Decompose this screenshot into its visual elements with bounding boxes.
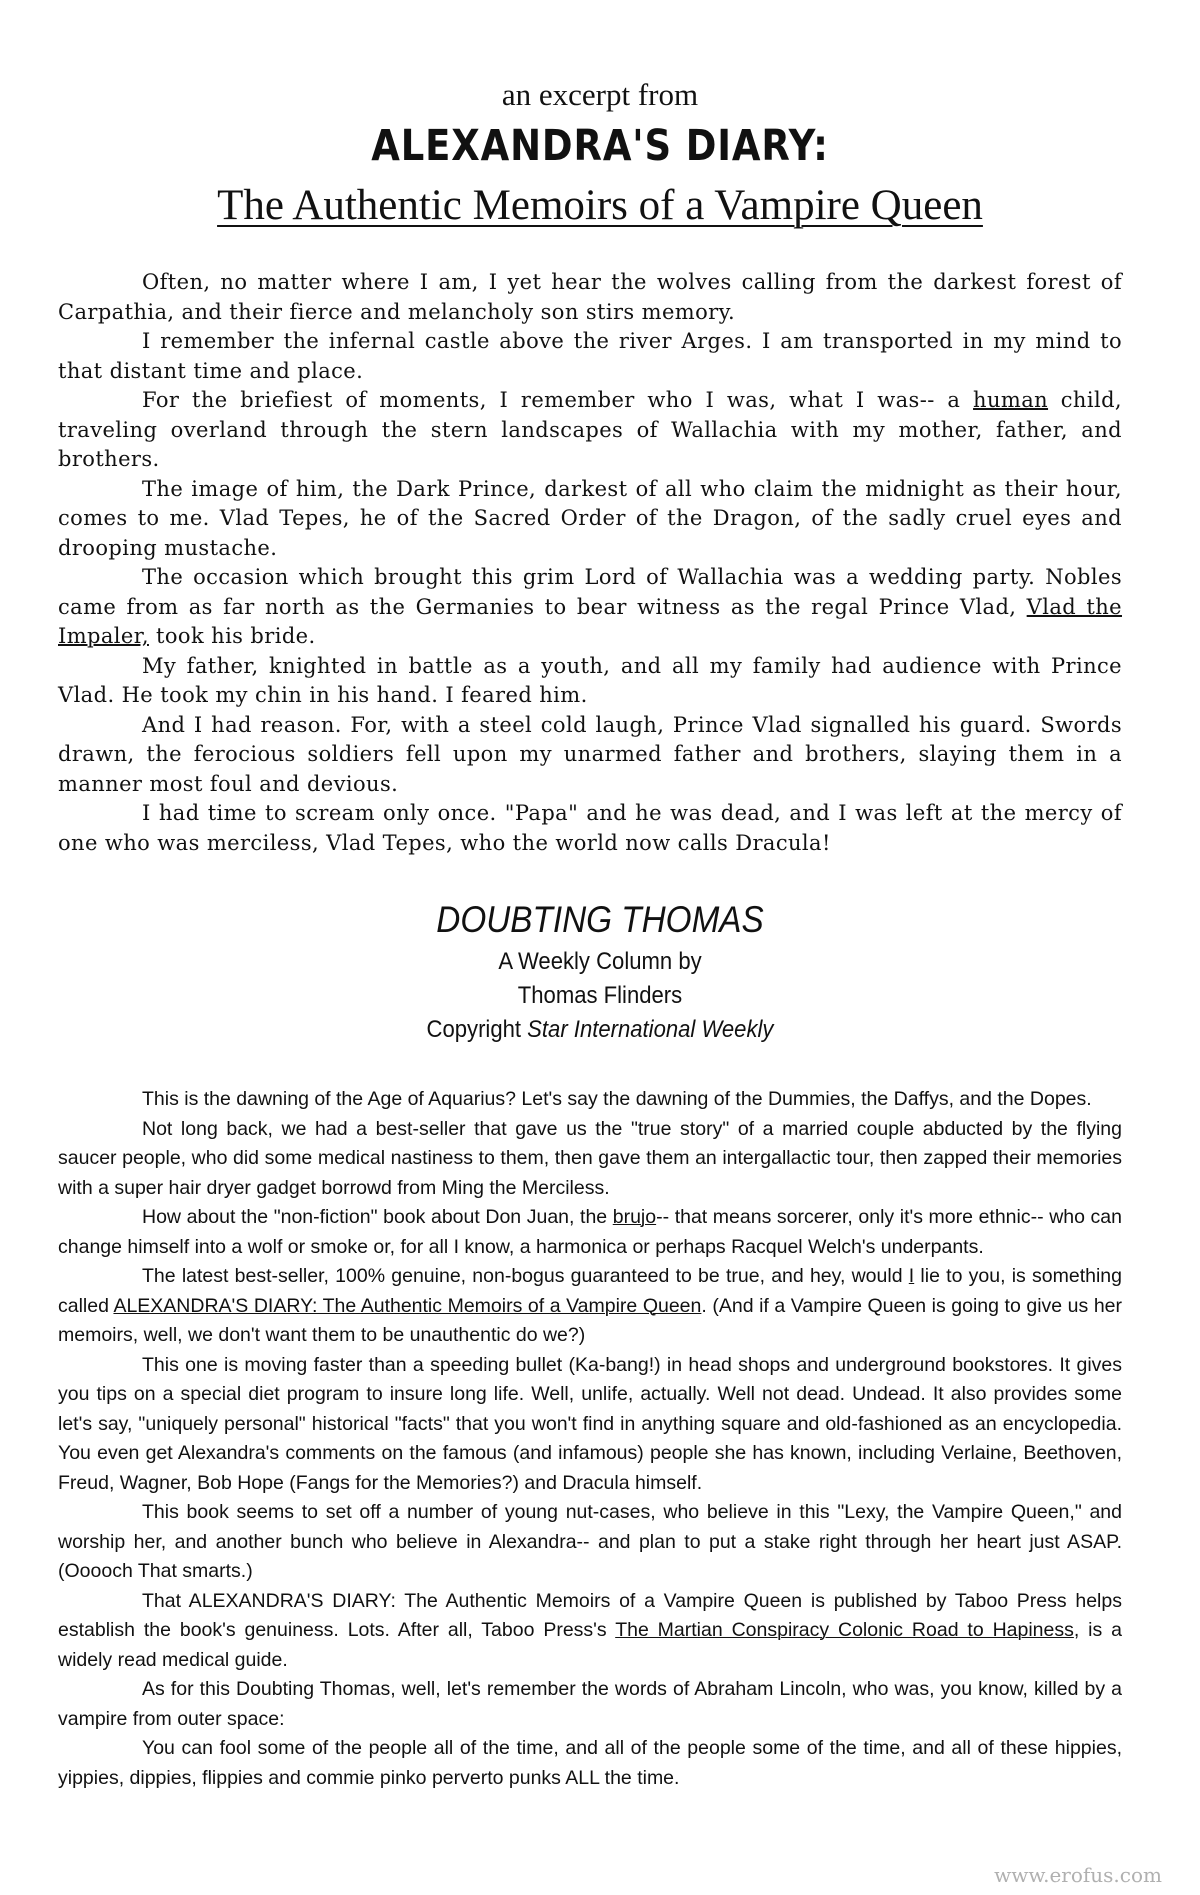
column-paragraph <box>58 1262 1122 1351</box>
column-paragraph: This book seems to set off a number of young nut-cases, who believe in this "Lexy, the Vampire Queen," and worship her, and another bunch who believe in Alexandra-- and plan to put a stake right through her heart just ASAP. (Ooooch That smarts.) <box>58 1501 1122 1582</box>
column-text: -- that means sorcerer, only it's more ethnic-- who can change himself into a wolf or smoke or, for all I know, a harmonica or perhaps Racquel Welch's underpants. <box>58 1206 1122 1258</box>
column-title: DOUBTING THOMAS <box>436 899 764 940</box>
diary-paragraph <box>58 386 1122 475</box>
column-paragraph <box>58 1587 1122 1676</box>
diary-text: took his bride. <box>148 624 316 648</box>
column-underlined-text: I <box>908 1265 915 1287</box>
column-text: , is a widely read medical guide. <box>58 1619 1122 1671</box>
column-paragraph: This is the dawning of the Age of Aquarius? Let's say the dawning of the Dummies, the Daffys, and the Dopes. <box>142 1088 1092 1110</box>
diary-paragraph: I remember the infernal castle above the river Arges. I am transported in my mind to that distant time and place. <box>58 329 1122 383</box>
excerpt-header <box>0 75 1200 233</box>
diary-text: The occasion which brought this grim Lord of Wallachia was a wedding party. Nobles came from as far north as the Germanies to bear witness as the regal Prince Vlad, <box>58 565 1122 619</box>
column-paragraph: Not long back, we had a best-seller that gave us the "true story" of a married couple abducted by the flying saucer people, who did some medical nastiness to them, then gave them an intergallactic tour, then zapped their memories with a super hair dryer gadget borrowd from Ming the Merciless. <box>58 1117 1122 1199</box>
column-text: That ALEXANDRA'S DIARY: The Authentic Memoirs of a Vampire Queen is published by Taboo Press helps establish the book's genuiness. Lots. After all, Taboo Press's <box>58 1589 1122 1641</box>
diary-paragraph: And I had reason. For, with a steel cold laugh, Prince Vlad signalled his guard. Swords drawn, the ferocious soldiers fell upon my unarmed father and brothers, slaying them in a manner most foul and devious. <box>58 712 1122 796</box>
diary-underlined-text: human <box>973 388 1049 412</box>
column-text: The latest best-seller, 100% genuine, non-bogus guaranteed to be true, and hey, would <box>142 1265 909 1287</box>
copyright-label: Copyright <box>426 1016 522 1043</box>
column-byline: A Weekly Column by <box>498 948 702 975</box>
column-header <box>0 895 1200 1047</box>
diary-paragraph <box>58 563 1122 652</box>
column-underlined-text: brujo <box>612 1206 657 1228</box>
column-paragraph: As for this Doubting Thomas, well, let's remember the words of Abraham Lincoln, who was, you know, killed by a vampire from outer space: <box>58 1678 1122 1730</box>
column-text: . (And if a Vampire Queen is going to give us her memoirs, well, we don't want them to be unauthentic do we?) <box>58 1294 1123 1346</box>
column-paragraph: This one is moving faster than a speeding bullet (Ka-bang!) in head shops and underground bookstores. It gives you tips on a special diet program to insure long life. Well, unlife, actually. Well not dead. Undead. It also provides some let's say, "uniquely personal" historical "facts" that you won't find in anything square and old-fashioned as an encyclopedia. You even get Alexandra's comments on the famous (and infamous) people she has known, including Verlaine, Beethoven, Freud, Wagner, Bob Hope (Fangs for the Memories?) and Dracula himself. <box>58 1353 1122 1494</box>
watermark: www.erofus.com <box>994 1863 1162 1887</box>
diary-paragraph: My father, knighted in battle as a youth, and all my family had audience with Prince Vlad. He took my chin in his hand. I feared him. <box>58 653 1122 707</box>
diary-paragraph: Often, no matter where I am, I yet hear the wolves calling from the darkest forest of Carpathia, and their fierce and melancholy son stirs memory. <box>58 270 1122 324</box>
diary-excerpt <box>58 268 1122 858</box>
column-text: How about the "non-fiction" book about Don Juan, the <box>142 1206 613 1228</box>
column-text: lie to you, is something called <box>58 1265 1122 1317</box>
column-author: Thomas Flinders <box>517 982 683 1009</box>
column-paragraph: You can fool some of the people all of the time, and all of the people some of the time, and all of these hippies, yippies, dippies, flippies and commie pinko perverto punks ALL the time. <box>58 1737 1122 1789</box>
column-body <box>58 1085 1122 1793</box>
copyright-publication: Star International Weekly <box>527 1016 774 1043</box>
column-underlined-text: ALEXANDRA'S DIARY: The Authentic Memoirs of a Vampire Queen <box>113 1294 702 1317</box>
diary-paragraph: I had time to scream only once. "Papa" and he was dead, and I was left at the mercy of one who was merciless, Vlad Tepes, who the world now calls Dracula! <box>58 801 1122 855</box>
column-copyright <box>48 1013 1152 1047</box>
column-underlined-text: The Martian Conspiracy Colonic Road to Hapiness <box>615 1619 1074 1641</box>
diary-text: child, traveling overland through the stern landscapes of Wallachia with my mother, father, and brothers. <box>58 388 1122 471</box>
column-paragraph <box>58 1203 1122 1262</box>
excerpt-kicker: an excerpt from <box>501 77 699 112</box>
diary-paragraph: The image of him, the Dark Prince, darkest of all who claim the midnight as their hour, comes to me. Vlad Tepes, he of the Sacred Order of the Dragon, of the sadly cruel eyes and drooping mustache. <box>58 476 1122 560</box>
diary-text: For the briefiest of moments, I remember who I was, what I was-- a <box>142 388 974 412</box>
diary-underlined-text: Vlad the Impaler, <box>58 594 1122 648</box>
book-subtitle: The Authentic Memoirs of a Vampire Queen <box>217 182 983 229</box>
book-title: ALEXANDRA'S DIARY: <box>371 121 829 171</box>
